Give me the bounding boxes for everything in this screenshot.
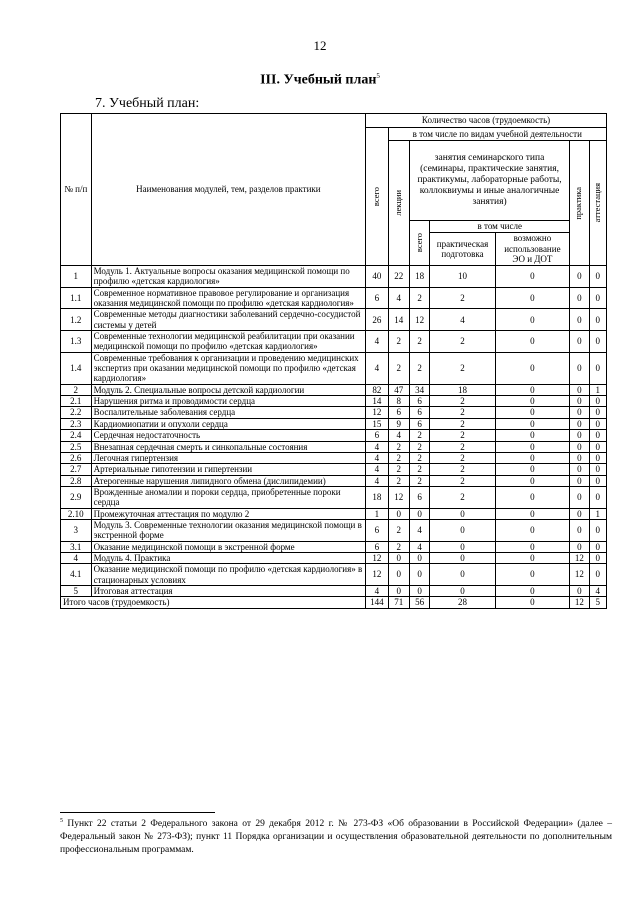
row-lectures: 22 (388, 266, 409, 288)
row-number: 5 (61, 585, 92, 596)
row-number: 3.1 (61, 541, 92, 552)
row-practice: 0 (570, 352, 589, 384)
row-practice: 0 (570, 287, 589, 309)
row-practical: 2 (430, 331, 495, 353)
header-practice-text: практика (573, 186, 584, 220)
row-sem-total: 2 (409, 287, 429, 309)
row-distance: 0 (495, 384, 569, 395)
row-distance: 0 (495, 352, 569, 384)
total-total: 144 (366, 597, 388, 608)
row-sem-total: 6 (409, 407, 429, 418)
row-attestation: 0 (589, 452, 606, 463)
row-practice: 0 (570, 418, 589, 429)
table-row (61, 508, 607, 519)
row-total: 12 (366, 564, 388, 586)
row-lectures: 2 (388, 452, 409, 463)
row-attestation: 0 (589, 486, 606, 508)
table-row (61, 464, 607, 475)
row-attestation: 0 (589, 464, 606, 475)
row-name: Оказание медицинской помощи в экстренной форме (91, 541, 365, 552)
row-attestation: 0 (589, 396, 606, 407)
row-distance: 0 (495, 331, 569, 353)
row-number: 2.1 (61, 396, 92, 407)
row-total: 6 (366, 287, 388, 309)
row-practical: 10 (430, 266, 495, 288)
row-total: 12 (366, 552, 388, 563)
row-attestation: 0 (589, 309, 606, 331)
row-name: Промежуточная аттестация по модулю 2 (91, 508, 365, 519)
row-lectures: 2 (388, 441, 409, 452)
row-lectures: 2 (388, 352, 409, 384)
table-row (61, 396, 607, 407)
header-by-type: в том числе по видам учебной деятельности (388, 128, 606, 141)
table-row (61, 430, 607, 441)
row-name: Модуль 3. Современные технологии оказания медицинской помощи в экстренной форме (91, 519, 365, 541)
row-practical: 2 (430, 418, 495, 429)
table-row (61, 407, 607, 418)
row-distance: 0 (495, 418, 569, 429)
row-sem-total: 12 (409, 309, 429, 331)
row-name: Современное нормативное правовое регулирование и организация оказания медицинской помощи по профилю «детская кардиология» (91, 287, 365, 309)
row-total: 1 (366, 508, 388, 519)
row-sem-total: 6 (409, 396, 429, 407)
row-practical: 2 (430, 396, 495, 407)
row-practice: 0 (570, 585, 589, 596)
row-number: 4 (61, 552, 92, 563)
row-lectures: 12 (388, 486, 409, 508)
row-practical: 2 (430, 452, 495, 463)
row-number: 2.4 (61, 430, 92, 441)
row-lectures: 2 (388, 475, 409, 486)
row-name: Модуль 1. Актуальные вопросы оказания медицинской помощи по профилю «детская кардиология» (91, 266, 365, 288)
header-distance: возможно использование ЭО и ДОТ (495, 233, 569, 266)
table-body (61, 266, 607, 597)
plan-heading: 7. Учебный план: (95, 96, 200, 111)
row-practice: 0 (570, 407, 589, 418)
row-sem-total: 2 (409, 464, 429, 475)
row-lectures: 2 (388, 519, 409, 541)
row-sem-total: 0 (409, 564, 429, 586)
footnote-number: 5 (60, 818, 63, 824)
row-attestation: 4 (589, 585, 606, 596)
row-attestation: 0 (589, 287, 606, 309)
footnote-text: Пункт 22 статьи 2 Федерального закона от 29 декабря 2012 г. № 273-ФЗ «Об образовании в Российской Федерации» (далее – Федеральный закон № 273-ФЗ); пункт 11 Порядка организации и осуществления образовательной деятельности по дополнительным профессиональным программам. (60, 819, 612, 855)
table-row (61, 309, 607, 331)
header-sem-total-text: всего (413, 233, 424, 253)
row-distance: 0 (495, 309, 569, 331)
row-attestation: 1 (589, 384, 606, 395)
row-lectures: 0 (388, 585, 409, 596)
row-number: 2.7 (61, 464, 92, 475)
row-number: 2.5 (61, 441, 92, 452)
row-attestation: 0 (589, 266, 606, 288)
row-practical: 2 (430, 441, 495, 452)
table-row (61, 585, 607, 596)
table-row (61, 519, 607, 541)
row-sem-total: 0 (409, 552, 429, 563)
row-sem-total: 34 (409, 384, 429, 395)
row-lectures: 0 (388, 564, 409, 586)
row-practice: 0 (570, 452, 589, 463)
row-attestation: 0 (589, 430, 606, 441)
row-number: 2 (61, 384, 92, 395)
table-row (61, 384, 607, 395)
row-total: 4 (366, 475, 388, 486)
row-name: Модуль 2. Специальные вопросы детской кардиологии (91, 384, 365, 395)
header-incl: в том числе (430, 221, 570, 233)
footnote (60, 817, 612, 857)
row-name: Современные технологии медицинской реабилитации при оказании медицинской помощи по профилю «детская кардиология» (91, 331, 365, 353)
total-practical: 28 (430, 597, 495, 608)
row-practice: 0 (570, 266, 589, 288)
row-practical: 2 (430, 430, 495, 441)
section-title (0, 72, 640, 89)
row-attestation: 0 (589, 418, 606, 429)
row-distance: 0 (495, 475, 569, 486)
row-total: 6 (366, 519, 388, 541)
row-practice: 12 (570, 552, 589, 563)
row-distance: 0 (495, 508, 569, 519)
row-number: 2.6 (61, 452, 92, 463)
row-practical: 2 (430, 475, 495, 486)
header-attestation (589, 141, 606, 266)
row-total: 6 (366, 430, 388, 441)
header-total-text: всего (370, 186, 381, 207)
row-number: 4.1 (61, 564, 92, 586)
row-total: 26 (366, 309, 388, 331)
row-attestation: 1 (589, 508, 606, 519)
row-attestation: 0 (589, 541, 606, 552)
row-lectures: 2 (388, 331, 409, 353)
row-sem-total: 2 (409, 475, 429, 486)
row-sem-total: 2 (409, 331, 429, 353)
row-total: 6 (366, 541, 388, 552)
row-number: 3 (61, 519, 92, 541)
row-lectures: 0 (388, 508, 409, 519)
row-practice: 0 (570, 519, 589, 541)
row-sem-total: 2 (409, 430, 429, 441)
table-row (61, 564, 607, 586)
row-practical: 2 (430, 464, 495, 475)
row-practical: 2 (430, 352, 495, 384)
row-distance: 0 (495, 519, 569, 541)
section-title-text: III. Учебный план (260, 72, 377, 88)
page-number: 12 (313, 38, 327, 53)
table-row (61, 352, 607, 384)
row-distance: 0 (495, 287, 569, 309)
row-attestation: 0 (589, 331, 606, 353)
row-name: Современные методы диагностики заболеваний сердечно-сосудистой системы у детей (91, 309, 365, 331)
row-distance: 0 (495, 486, 569, 508)
row-attestation: 0 (589, 564, 606, 586)
row-total: 40 (366, 266, 388, 288)
row-practice: 0 (570, 331, 589, 353)
row-practice: 0 (570, 384, 589, 395)
row-number: 2.8 (61, 475, 92, 486)
total-row (61, 597, 607, 608)
row-total: 12 (366, 407, 388, 418)
row-practical: 2 (430, 407, 495, 418)
row-lectures: 9 (388, 418, 409, 429)
row-sem-total: 2 (409, 452, 429, 463)
row-sem-total: 6 (409, 486, 429, 508)
row-practice: 0 (570, 430, 589, 441)
table-row (61, 418, 607, 429)
row-practical: 0 (430, 519, 495, 541)
row-distance: 0 (495, 407, 569, 418)
row-name: Сердечная недостаточность (91, 430, 365, 441)
row-attestation: 0 (589, 352, 606, 384)
row-name: Итоговая аттестация (91, 585, 365, 596)
total-distance: 0 (495, 597, 569, 608)
total-practice: 12 (570, 597, 589, 608)
row-lectures: 4 (388, 430, 409, 441)
row-sem-total: 0 (409, 585, 429, 596)
row-practice: 0 (570, 541, 589, 552)
row-practice: 0 (570, 486, 589, 508)
row-name: Нарушения ритма и проводимости сердца (91, 396, 365, 407)
row-number: 2.3 (61, 418, 92, 429)
row-name: Врожденные аномалии и пороки сердца, приобретенные пороки сердца (91, 486, 365, 508)
row-total: 4 (366, 331, 388, 353)
table-row (61, 541, 607, 552)
header-hours: Количество часов (трудоемкость) (366, 114, 607, 128)
row-practice: 0 (570, 508, 589, 519)
row-lectures: 47 (388, 384, 409, 395)
row-number: 1 (61, 266, 92, 288)
row-total: 4 (366, 352, 388, 384)
row-lectures: 2 (388, 464, 409, 475)
total-attestation: 5 (589, 597, 606, 608)
row-practice: 12 (570, 564, 589, 586)
row-number: 1.4 (61, 352, 92, 384)
header-sem-total (409, 221, 429, 266)
row-total: 18 (366, 486, 388, 508)
row-practice: 0 (570, 441, 589, 452)
row-sem-total: 18 (409, 266, 429, 288)
row-practical: 0 (430, 585, 495, 596)
row-distance: 0 (495, 585, 569, 596)
row-distance: 0 (495, 552, 569, 563)
table-row (61, 552, 607, 563)
row-lectures: 4 (388, 287, 409, 309)
row-attestation: 0 (589, 552, 606, 563)
row-practical: 18 (430, 384, 495, 395)
row-practice: 0 (570, 309, 589, 331)
table-row (61, 452, 607, 463)
row-sem-total: 2 (409, 441, 429, 452)
row-practical: 0 (430, 564, 495, 586)
row-lectures: 14 (388, 309, 409, 331)
row-sem-total: 4 (409, 541, 429, 552)
row-number: 2.2 (61, 407, 92, 418)
row-lectures: 8 (388, 396, 409, 407)
row-distance: 0 (495, 541, 569, 552)
row-distance: 0 (495, 441, 569, 452)
row-practical: 0 (430, 508, 495, 519)
row-sem-total: 6 (409, 418, 429, 429)
table-row (61, 266, 607, 288)
row-number: 1.1 (61, 287, 92, 309)
footnote-mark: 5 (376, 72, 380, 80)
row-number: 1.2 (61, 309, 92, 331)
table-row (61, 441, 607, 452)
row-distance: 0 (495, 564, 569, 586)
row-lectures: 0 (388, 552, 409, 563)
row-name: Воспалительные заболевания сердца (91, 407, 365, 418)
total-label: Итого часов (трудоемкость) (61, 597, 366, 608)
row-number: 1.3 (61, 331, 92, 353)
row-attestation: 0 (589, 407, 606, 418)
header-attestation-text: аттестация (591, 183, 602, 223)
row-distance: 0 (495, 266, 569, 288)
row-total: 15 (366, 418, 388, 429)
header-num: № п/п (61, 114, 92, 266)
row-sem-total: 0 (409, 508, 429, 519)
row-sem-total: 4 (409, 519, 429, 541)
row-name: Артериальные гипотензии и гипертензии (91, 464, 365, 475)
total-lectures: 71 (388, 597, 409, 608)
curriculum-table (60, 113, 607, 609)
row-name: Атерогенные нарушения липидного обмена (дислипидемии) (91, 475, 365, 486)
row-number: 2.9 (61, 486, 92, 508)
header-practice (570, 141, 589, 266)
table-row (61, 287, 607, 309)
row-name: Внезапная сердечная смерть и синкопальные состояния (91, 441, 365, 452)
row-attestation: 0 (589, 519, 606, 541)
row-name: Легочная гипертензия (91, 452, 365, 463)
row-lectures: 2 (388, 541, 409, 552)
row-total: 14 (366, 396, 388, 407)
row-distance: 0 (495, 430, 569, 441)
header-seminars: занятия семинарского типа (семинары, практические занятия, практикумы, лабораторные работы, коллоквиумы и иные аналогичные занятия) (409, 141, 569, 221)
header-total (366, 128, 388, 266)
row-name: Кардиомиопатии и опухоли сердца (91, 418, 365, 429)
header-lectures (388, 141, 409, 266)
row-attestation: 0 (589, 475, 606, 486)
row-total: 4 (366, 452, 388, 463)
row-lectures: 6 (388, 407, 409, 418)
row-practice: 0 (570, 464, 589, 475)
row-attestation: 0 (589, 441, 606, 452)
row-practical: 2 (430, 486, 495, 508)
row-total: 4 (366, 464, 388, 475)
row-number: 2.10 (61, 508, 92, 519)
row-practical: 0 (430, 541, 495, 552)
row-distance: 0 (495, 396, 569, 407)
row-practical: 2 (430, 287, 495, 309)
row-practical: 4 (430, 309, 495, 331)
header-lectures-text: лекции (392, 190, 403, 216)
table-row (61, 331, 607, 353)
row-distance: 0 (495, 452, 569, 463)
row-name: Оказание медицинской помощи по профилю «детская кардиология» в стационарных условиях (91, 564, 365, 586)
table-row (61, 486, 607, 508)
total-sem-total: 56 (409, 597, 429, 608)
header-name: Наименования модулей, тем, разделов практики (91, 114, 365, 266)
row-name: Модуль 4. Практика (91, 552, 365, 563)
table-row (61, 475, 607, 486)
row-practice: 0 (570, 396, 589, 407)
row-practice: 0 (570, 475, 589, 486)
header-practical: практическая подготовка (430, 233, 495, 266)
row-practical: 0 (430, 552, 495, 563)
row-total: 4 (366, 441, 388, 452)
row-total: 4 (366, 585, 388, 596)
row-distance: 0 (495, 464, 569, 475)
row-sem-total: 2 (409, 352, 429, 384)
row-total: 82 (366, 384, 388, 395)
footnote-divider (60, 812, 215, 813)
row-name: Современные требования к организации и проведению медицинских экспертиз при оказании медицинской помощи по профилю «детская кардиология» (91, 352, 365, 384)
